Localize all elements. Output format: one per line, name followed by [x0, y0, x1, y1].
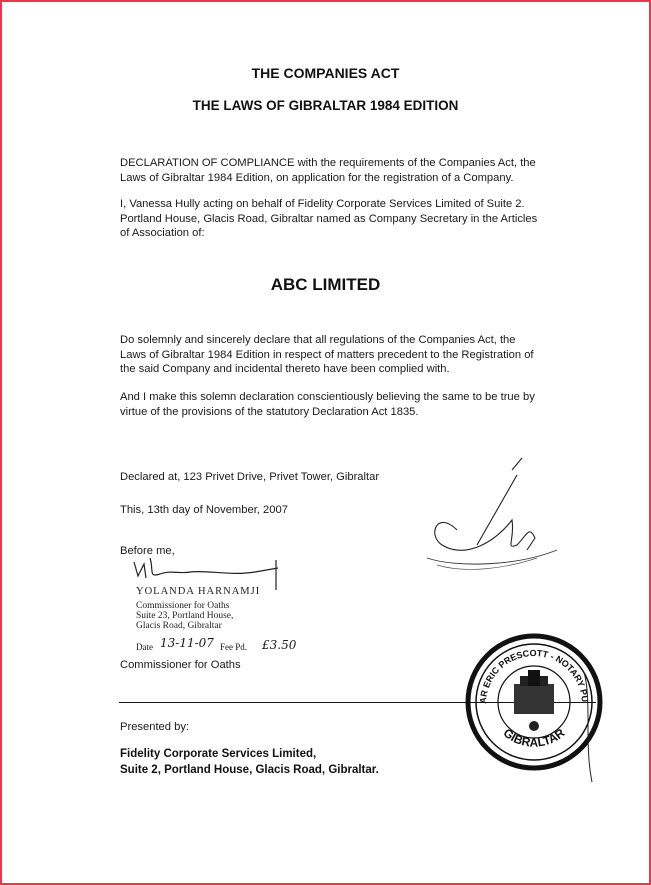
- declared-at: Declared at, 123 Privet Drive, Privet Tower, Gibraltar: [120, 471, 380, 483]
- before-me: Before me,: [120, 545, 175, 557]
- commissioner-caption: Commissioner for Oaths: [120, 659, 241, 671]
- declarant-signature: [417, 450, 567, 580]
- solemn-line: Laws of Gibraltar 1984 Edition in respect of matters precedent to the Registration of: [120, 348, 534, 361]
- seal-bottom-text: GIBRALTAR: [500, 725, 568, 750]
- commissioner-address: Suite 23, Portland House,: [136, 611, 234, 621]
- conscience-paragraph: [120, 390, 590, 419]
- date-handwritten: 13-11-07: [160, 636, 214, 650]
- fee-label: Fee Pd.: [220, 642, 247, 652]
- acting-line: Portland House, Glacis Road, Gibraltar named as Company Secretary in the Articles: [120, 212, 538, 225]
- declaration-line: Laws of Gibraltar 1984 Edition, on application for the registration of a Company.: [120, 171, 514, 184]
- commissioner-title: Commissioner for Oaths: [136, 601, 230, 611]
- declaration-line: DECLARATION OF COMPLIANCE with the requirements of the Companies Act, the: [120, 157, 536, 169]
- declaration-date: This, 13th day of November, 2007: [120, 504, 288, 516]
- seal-top-text: OSCAR ERIC PRESCOTT - NOTARY PUBLIC: [460, 624, 591, 704]
- date-label: Date: [136, 642, 153, 652]
- solemn-line: Do solemnly and sincerely declare that all regulations of the Companies Act, the: [120, 334, 516, 346]
- conscience-line: And I make this solemn declaration conscientiously believing the same to be true by: [120, 391, 535, 403]
- commissioner-address: Glacis Road, Gibraltar: [136, 621, 222, 631]
- presented-by-label: Presented by:: [120, 721, 190, 733]
- declaration-paragraph: [120, 156, 590, 185]
- notary-seal: [460, 624, 604, 772]
- solemn-paragraph: [120, 333, 590, 377]
- solemn-line: the said Company and incidental thereto have been complied with.: [120, 363, 450, 375]
- acting-paragraph: [120, 197, 590, 241]
- document-page: [2, 2, 649, 883]
- document-title: THE COMPANIES ACT: [251, 65, 400, 81]
- company-name: ABC LIMITED: [270, 275, 381, 294]
- presenter-address: Suite 2, Portland House, Glacis Road, Gibraltar.: [120, 764, 379, 776]
- commissioner-name: YOLANDA HARNAMJI: [136, 586, 261, 597]
- acting-line: of Association of:: [120, 227, 205, 239]
- document-subtitle: THE LAWS OF GIBRALTAR 1984 EDITION: [192, 98, 459, 113]
- presenter-name: Fidelity Corporate Services Limited,: [120, 748, 317, 760]
- fee-handwritten: £3.50: [262, 638, 297, 652]
- conscience-line: virtue of the provisions of the statutory Declaration Act 1835.: [120, 405, 419, 418]
- acting-line: I, Vanessa Hully acting on behalf of Fidelity Corporate Services Limited of Suite 2.: [120, 198, 525, 210]
